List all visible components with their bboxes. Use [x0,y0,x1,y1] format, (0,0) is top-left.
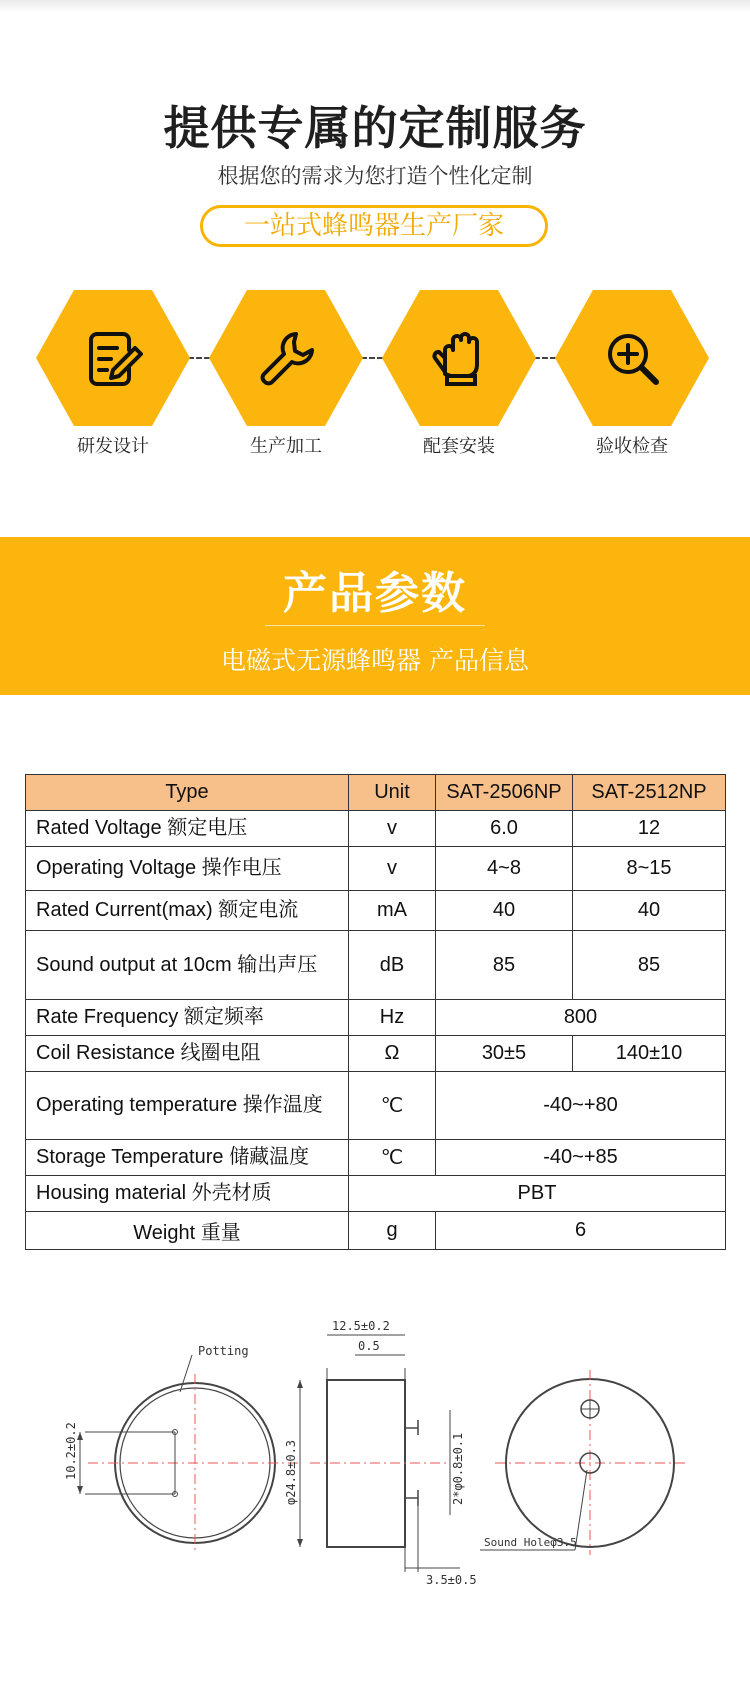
param-name: Storage Temperature 储藏温度 [26,1140,349,1176]
magnifier-plus-icon [602,328,662,388]
param-value-b: 8~15 [573,847,726,891]
width-label: 12.5±0.2 [332,1319,390,1333]
param-value-a: 85 [436,931,573,1000]
param-value-b: 85 [573,931,726,1000]
table-row [26,1036,726,1072]
param-name: Operating Voltage 操作电压 [26,847,349,891]
manufacturer-badge: 一站式蜂鸣器生产厂家 [200,205,548,247]
product-params-title: 产品参数 [283,568,467,619]
param-unit: mA [349,891,436,931]
param-unit: v [349,811,436,847]
pin-length-label: 3.5±0.5 [426,1573,477,1587]
param-value: 800 [436,1000,726,1036]
custom-service-title: 提供专属的定制服务 [163,101,587,155]
header-model-b: SAT-2512NP [573,775,726,811]
process-step-design [36,290,190,457]
process-step-label: 研发设计 [77,436,149,457]
table-row [26,1000,726,1036]
param-value-b: 140±10 [573,1036,726,1072]
top-view [480,1370,685,1555]
process-steps [0,290,750,457]
param-unit: ℃ [349,1140,436,1176]
process-step-production [209,290,363,457]
glove-hand-icon [429,328,489,388]
table-row [26,811,726,847]
param-value: PBT [349,1176,726,1212]
wrench-icon [256,328,316,388]
process-step-label: 生产加工 [250,436,322,457]
param-value-a: 6.0 [436,811,573,847]
table-row [26,1140,726,1176]
param-unit: Hz [349,1000,436,1036]
param-name: Sound output at 10cm 输出声压 [26,931,349,1000]
design-document-icon [83,328,143,388]
param-value: -40~+80 [436,1072,726,1140]
table-header-row [26,775,726,811]
bottom-view [64,1344,302,1554]
param-name: Rate Frequency 额定频率 [26,1000,349,1036]
process-step-installation [382,290,536,457]
table-row [26,1212,726,1250]
param-name: Rated Voltage 额定电压 [26,811,349,847]
table-row [26,1072,726,1140]
pin-spacing-label: 10.2±0.2 [64,1422,78,1480]
top-strip [0,0,750,12]
process-step-label: 配套安装 [423,436,495,457]
product-params-banner [0,537,750,695]
side-view [284,1319,477,1587]
process-step-label: 验收检查 [596,436,668,457]
param-unit: g [349,1212,436,1250]
header-model-a: SAT-2506NP [436,775,573,811]
divider [265,625,485,626]
param-value-a: 30±5 [436,1036,573,1072]
pin-diameter-label: 2*φ0.8±0.1 [451,1432,465,1505]
dash-connector [188,357,210,359]
dash-connector [534,357,556,359]
gap-label: 0.5 [358,1339,380,1353]
process-step-inspection [555,290,709,457]
param-unit: ℃ [349,1072,436,1140]
potting-label: Potting [198,1344,249,1358]
table-row [26,931,726,1000]
table-row [26,891,726,931]
param-name: Weight 重量 [26,1212,349,1250]
param-name: Rated Current(max) 额定电流 [26,891,349,931]
sound-hole-label: Sound Holeφ3.5 [484,1536,577,1549]
param-unit: v [349,847,436,891]
header-type: Type [26,775,349,811]
param-unit: dB [349,931,436,1000]
param-unit: Ω [349,1036,436,1072]
table-row [26,1176,726,1212]
dash-connector [361,357,383,359]
param-value: 6 [436,1212,726,1250]
param-name: Operating temperature 操作温度 [26,1072,349,1140]
param-value-a: 40 [436,891,573,931]
param-name: Coil Resistance 线圈电阻 [26,1036,349,1072]
custom-service-subtitle: 根据您的需求为您打造个性化定制 [217,164,533,188]
spec-table [25,774,726,1250]
product-params-subtitle: 电磁式无源蜂鸣器 产品信息 [221,646,529,675]
header-unit: Unit [349,775,436,811]
diameter-label: φ24.8±0.3 [284,1439,298,1505]
param-value-b: 40 [573,891,726,931]
param-value-a: 4~8 [436,847,573,891]
dimension-drawing [40,1310,740,1600]
param-value: -40~+85 [436,1140,726,1176]
param-value-b: 12 [573,811,726,847]
table-row [26,847,726,891]
param-name: Housing material 外壳材质 [26,1176,349,1212]
